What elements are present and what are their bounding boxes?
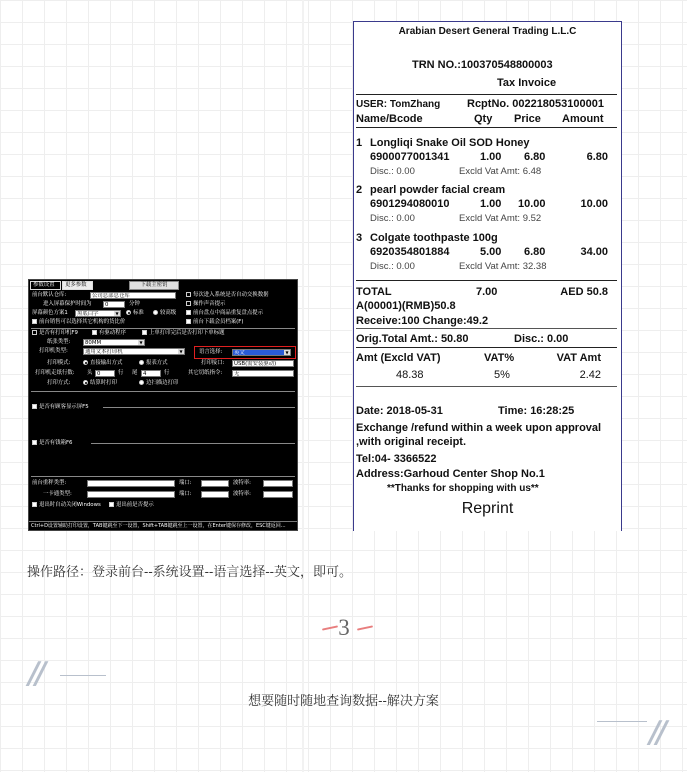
vat-percent: 5% — [494, 369, 510, 381]
receipt — [353, 21, 622, 531]
item-amount: 34.00 — [580, 246, 608, 258]
divider — [91, 443, 295, 444]
total-qty: 7.00 — [476, 286, 498, 298]
auto-exchange-option[interactable] — [186, 292, 268, 299]
language-label: 语言选择: — [199, 349, 223, 355]
item-index: 2 — [356, 184, 363, 196]
inventory-repeat-label: 前台盘点中商品重复盘点提示 — [193, 310, 264, 316]
radio-icon — [126, 310, 131, 315]
vat-column-amount-vat: VAT Amt — [556, 352, 601, 364]
item-qty: 1.00 — [480, 198, 502, 210]
print-mode-report-label: 报表方式 — [146, 360, 168, 366]
vat-column-percent: VAT% — [484, 352, 515, 364]
print-method-batch-label: 结算时打印 — [90, 380, 117, 386]
print-method-live-label: 边扫描边打印 — [146, 380, 179, 386]
item-excl-vat: Excld Vat Amt: 9.52 — [459, 213, 542, 224]
tab-more-parameters[interactable]: 更多参数 — [62, 281, 93, 290]
print-slip-label: 上单打印完后是否打印下单标题 — [149, 330, 225, 336]
radio-standard-label: 标准 — [133, 310, 144, 316]
thanks-message: **Thanks for shopping with us** — [387, 483, 539, 494]
checkbox-icon — [32, 502, 37, 507]
scale-port-label: 端口: — [179, 480, 192, 486]
checkbox-icon — [92, 330, 97, 335]
item-barcode: 6920354801884 — [370, 246, 450, 258]
total-label: TOTAL — [356, 286, 392, 298]
item-discount: Disc.: 0.00 — [370, 213, 415, 224]
vat-column-amount: Amt (Excld VAT) — [356, 352, 441, 364]
cross-price-option[interactable] — [32, 319, 125, 326]
chevron-down-icon: ▼ — [139, 340, 143, 345]
checkbox-icon — [186, 310, 191, 315]
trn-number: TRN NO.:100370548800003 — [412, 59, 553, 71]
scale-baud-input[interactable] — [263, 480, 293, 487]
scale-type-label: 前台重秤类型: — [32, 480, 67, 486]
margin-tail-input[interactable]: 4 — [141, 370, 161, 377]
reprint-label: Reprint — [461, 500, 514, 517]
checkbox-icon — [186, 301, 191, 306]
quote-rule-right — [597, 721, 647, 722]
receipt-date: Date: 2018-05-31 — [356, 405, 443, 417]
auto-close-windows-label: 退出时自动关闭Windows — [39, 502, 101, 508]
port-select[interactable] — [232, 360, 294, 367]
receipt-time: Time: 16:28:25 — [498, 405, 575, 417]
quote-mark-right-icon: // — [649, 715, 663, 750]
default-warehouse-label: 前台默认仓库: — [32, 292, 67, 298]
scale-port-input[interactable] — [201, 480, 229, 487]
customer-display-option[interactable] — [32, 404, 89, 411]
item-index: 1 — [356, 137, 363, 149]
print-mode-direct-label: 直接输出方式 — [90, 360, 123, 366]
item-amount: 10.00 — [580, 198, 608, 210]
item-discount: Disc.: 0.00 — [370, 166, 415, 177]
scanner-baud-input[interactable] — [263, 491, 293, 498]
item-barcode: 6901294080010 — [370, 198, 450, 210]
item-qty: 5.00 — [480, 246, 502, 258]
chevron-down-icon: ▼ — [285, 350, 289, 355]
radio-icon — [139, 380, 144, 385]
checkbox-icon — [186, 292, 191, 297]
section-number-divider — [0, 613, 687, 643]
print-mode-report-radio[interactable] — [139, 360, 168, 367]
download-files-option[interactable] — [186, 319, 243, 326]
checkbox-icon — [32, 440, 37, 445]
checkbox-icon — [32, 330, 37, 335]
column-amount: Amount — [562, 113, 604, 125]
scanner-label: 一卡通类型: — [43, 491, 72, 497]
cash-drawer-label: 是否有钱箱F6 — [39, 440, 73, 446]
cash-drawer-option[interactable] — [32, 440, 72, 447]
margin-label: 打印机走纸行数: — [35, 370, 75, 376]
chevron-down-icon: ▼ — [115, 311, 119, 316]
payment-line: A(00001)(RMB)50.8 — [356, 300, 456, 312]
item-discount: Disc.: 0.00 — [370, 261, 415, 272]
paper-type-value: 80MM — [85, 340, 102, 346]
margin-head-unit: 行 — [118, 370, 124, 376]
divider — [31, 328, 295, 329]
paper-type-label: 纸张类型: — [47, 339, 71, 345]
scanner-port-label: 端口: — [179, 491, 192, 497]
has-driver-label: 有驱动程序 — [99, 330, 126, 336]
margin-tail-label: 尾 — [132, 370, 138, 376]
item-name: Longliqi Snake Oil SOD Honey — [370, 137, 530, 149]
print-mode-label: 打印模式: — [47, 360, 71, 366]
checkbox-icon — [109, 502, 114, 507]
has-printer-label: 是否有打印机F9 — [39, 330, 78, 336]
divider — [31, 476, 295, 477]
item-name: Colgate toothpaste 100g — [370, 232, 498, 244]
status-bar: Ctrl+D设置辅助打印设置，TAB键跳至下一设置，Shift+TAB键跳至上一设置，在Enter键保存修改，ESC键返回... — [29, 521, 297, 530]
other-cut-input[interactable]: 无 — [232, 370, 294, 377]
policy-line-2: ,with original receipt. — [356, 436, 467, 448]
divider — [356, 328, 617, 329]
radio-icon — [83, 360, 88, 365]
column-name: Name/Bcode — [356, 113, 423, 125]
radio-larger-label: 较高级 — [160, 310, 177, 316]
divider — [103, 407, 295, 408]
scale-type-input[interactable] — [87, 480, 175, 487]
item-price: 10.00 — [518, 198, 546, 210]
divider — [31, 391, 295, 392]
total-discount: Disc.: 0.00 — [514, 333, 569, 345]
column-price: Price — [514, 113, 541, 125]
color-scheme-value: 黑底白字 — [77, 311, 99, 317]
has-driver-option[interactable] — [92, 330, 126, 337]
print-method-label: 打印方式: — [47, 380, 71, 386]
scanner-baud-label: 波特率: — [233, 491, 251, 497]
checkbox-icon — [142, 330, 147, 335]
scanner-input[interactable] — [87, 491, 175, 498]
color-scheme-select[interactable] — [75, 310, 121, 317]
language-select[interactable] — [232, 349, 291, 356]
download-master-key-button[interactable]: 下载主密钥 — [129, 281, 179, 290]
item-qty: 1.00 — [480, 151, 502, 163]
store-phone: Tel:04- 3366522 — [356, 453, 437, 465]
screensaver-unit: 分钟 — [129, 301, 140, 307]
store-address: Address:Garhoud Center Shop No.1 — [356, 468, 545, 480]
other-cut-label: 其它切纸指令: — [188, 370, 223, 376]
item-name: pearl powder facial cream — [370, 184, 506, 196]
company-name: Arabian Desert General Trading L.L.C — [398, 26, 577, 37]
auto-close-windows-option[interactable] — [32, 502, 101, 509]
printer-type-label: 打印机类型: — [39, 348, 68, 354]
default-warehouse-input[interactable]: 公司总部总仓库 — [90, 292, 176, 299]
quote-mark-left-icon: // — [28, 656, 42, 691]
print-mode-direct-radio[interactable] — [83, 360, 122, 367]
section-heading: 想要随时随地查询数据--解决方案 — [248, 693, 439, 708]
vat-excl-amount: 48.38 — [396, 369, 424, 381]
radio-icon — [83, 380, 88, 385]
section-number: 3 — [338, 615, 350, 640]
margin-tail-unit: 行 — [164, 370, 170, 376]
radio-standard[interactable] — [126, 310, 144, 317]
radio-icon — [139, 360, 144, 365]
port-value: USB(需安装驱动) — [234, 361, 277, 367]
item-index: 3 — [356, 232, 363, 244]
item-barcode: 6900077001341 — [370, 151, 450, 163]
divider — [356, 94, 617, 95]
total-amount: AED 50.8 — [560, 286, 608, 298]
document-title: Tax Invoice — [497, 77, 557, 89]
scale-baud-label: 波特率: — [233, 480, 251, 486]
inventory-repeat-option[interactable] — [186, 310, 263, 317]
checkbox-icon — [186, 319, 191, 324]
receive-change: Receive:100 Change:49.2 — [356, 315, 489, 327]
has-printer-option[interactable] — [32, 330, 78, 337]
print-method-batch-radio[interactable] — [83, 380, 117, 387]
divider — [356, 127, 617, 128]
port-label: 打印接口: — [201, 360, 225, 366]
column-qty: Qty — [474, 113, 493, 125]
radio-larger[interactable] — [153, 310, 176, 317]
scanner-port-input[interactable] — [201, 491, 229, 498]
sound-label: 操作声音提示 — [193, 301, 226, 307]
chevron-down-icon: ▼ — [179, 349, 183, 354]
printer-type-select[interactable] — [83, 348, 185, 355]
margin-head-label: 头 — [87, 370, 93, 376]
radio-icon — [153, 310, 158, 315]
printer-type-value: 通用文本打印机 — [85, 349, 123, 355]
settings-window — [28, 279, 298, 531]
screensaver-label: 进入屏幕保护时间为 — [43, 301, 92, 307]
download-files-label: 前台下载会员档案(F) — [193, 319, 244, 325]
checkbox-icon — [32, 319, 37, 324]
item-price: 6.80 — [524, 246, 546, 258]
original-total: Orig.Total Amt.: 50.80 — [356, 333, 469, 345]
policy-line-1: Exchange /refund within a week upon approval — [356, 422, 602, 434]
screensaver-input[interactable]: 0 — [103, 301, 125, 308]
page-spine — [302, 0, 304, 772]
customer-display-label: 是否有顾客显示屏F5 — [39, 404, 89, 410]
margin-head-input[interactable]: 0 — [95, 370, 115, 377]
receipt-number: RcptNo. 002218053100001 — [467, 98, 604, 110]
sound-option[interactable] — [186, 301, 225, 308]
divider — [356, 347, 617, 348]
print-slip-option[interactable] — [142, 330, 224, 337]
language-value: 英文 — [234, 350, 245, 356]
divider — [356, 280, 617, 281]
paper-type-select[interactable] — [83, 339, 145, 346]
quote-rule-left — [60, 675, 106, 676]
vat-amount: 2.42 — [579, 369, 601, 381]
color-scheme-label: 屏幕颜色方案1 — [32, 310, 68, 316]
item-amount: 6.80 — [586, 151, 608, 163]
tab-parameter-settings[interactable]: 参数设置 — [30, 281, 61, 290]
divider — [356, 386, 617, 387]
exit-prompt-label: 退出前是否提示 — [116, 502, 154, 508]
auto-exchange-label: 每次进入系统是否自动交换数据 — [193, 292, 269, 298]
cashier-user: USER: TomZhang — [356, 99, 441, 110]
item-price: 6.80 — [524, 151, 546, 163]
cross-price-label: 前台销售可以选择其它机构的货比价 — [39, 319, 126, 325]
operation-path-text: 操作路径：登录前台--系统设置--语言选择--英文，即可。 — [27, 564, 352, 579]
item-excl-vat: Excld Vat Amt: 6.48 — [459, 166, 542, 177]
item-excl-vat: Excld Vat Amt: 32.38 — [459, 261, 547, 272]
exit-prompt-option[interactable] — [109, 502, 154, 509]
print-method-live-radio[interactable] — [139, 380, 178, 387]
wave-decoration — [357, 625, 373, 630]
checkbox-icon — [32, 404, 37, 409]
